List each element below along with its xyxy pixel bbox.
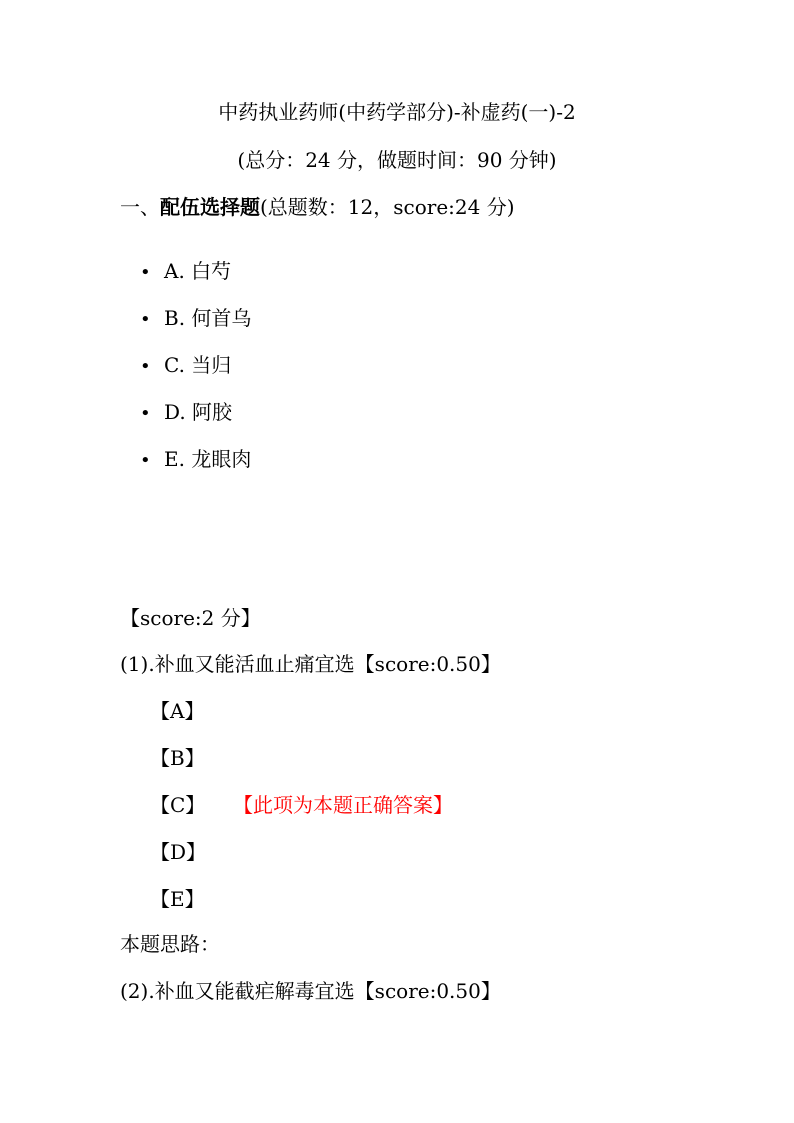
answer-option-c: 【C】 — [150, 793, 206, 817]
question-2-text: (2).补血又能截疟解毒宜选【score:0.50】 — [120, 979, 501, 1003]
bullet-icon: • — [140, 356, 151, 377]
answer-option-a: 【A】 — [150, 699, 205, 723]
option-item-c — [140, 353, 231, 379]
page-subtitle: (总分：24 分，做题时间：90 分钟) — [237, 148, 557, 172]
section-info: (总题数：12，score:24 分) — [260, 195, 515, 219]
bullet-icon: • — [140, 262, 151, 283]
option-label: C. 当归 — [164, 353, 232, 377]
answer-option-b: 【B】 — [150, 746, 205, 770]
option-label: D. 阿胶 — [164, 400, 233, 424]
page-title: 中药执业药师(中药学部分)-补虚药(一)-2 — [218, 100, 576, 124]
answer-option-e: 【E】 — [150, 887, 205, 911]
bullet-icon: • — [140, 450, 151, 471]
question-1-text: (1).补血又能活血止痛宜选【score:0.50】 — [120, 652, 501, 676]
option-item-d — [140, 400, 232, 426]
answer-option-d: 【D】 — [150, 840, 207, 864]
option-label: B. 何首乌 — [164, 306, 252, 330]
section-name: 配伍选择题 — [160, 195, 260, 219]
correct-answer-note: 【此项为本题正确答案】 — [233, 793, 453, 817]
section-heading — [120, 195, 515, 219]
group-score: 【score:2 分】 — [120, 606, 261, 630]
option-item-e — [140, 447, 251, 473]
option-label: E. 龙眼肉 — [164, 447, 252, 471]
analysis-label: 本题思路： — [120, 932, 220, 956]
section-prefix: 一、 — [120, 195, 160, 219]
bullet-icon: • — [140, 309, 151, 330]
option-item-a — [140, 259, 231, 285]
option-label: A. 白芍 — [164, 259, 232, 283]
bullet-icon: • — [140, 403, 151, 424]
option-item-b — [140, 306, 251, 332]
